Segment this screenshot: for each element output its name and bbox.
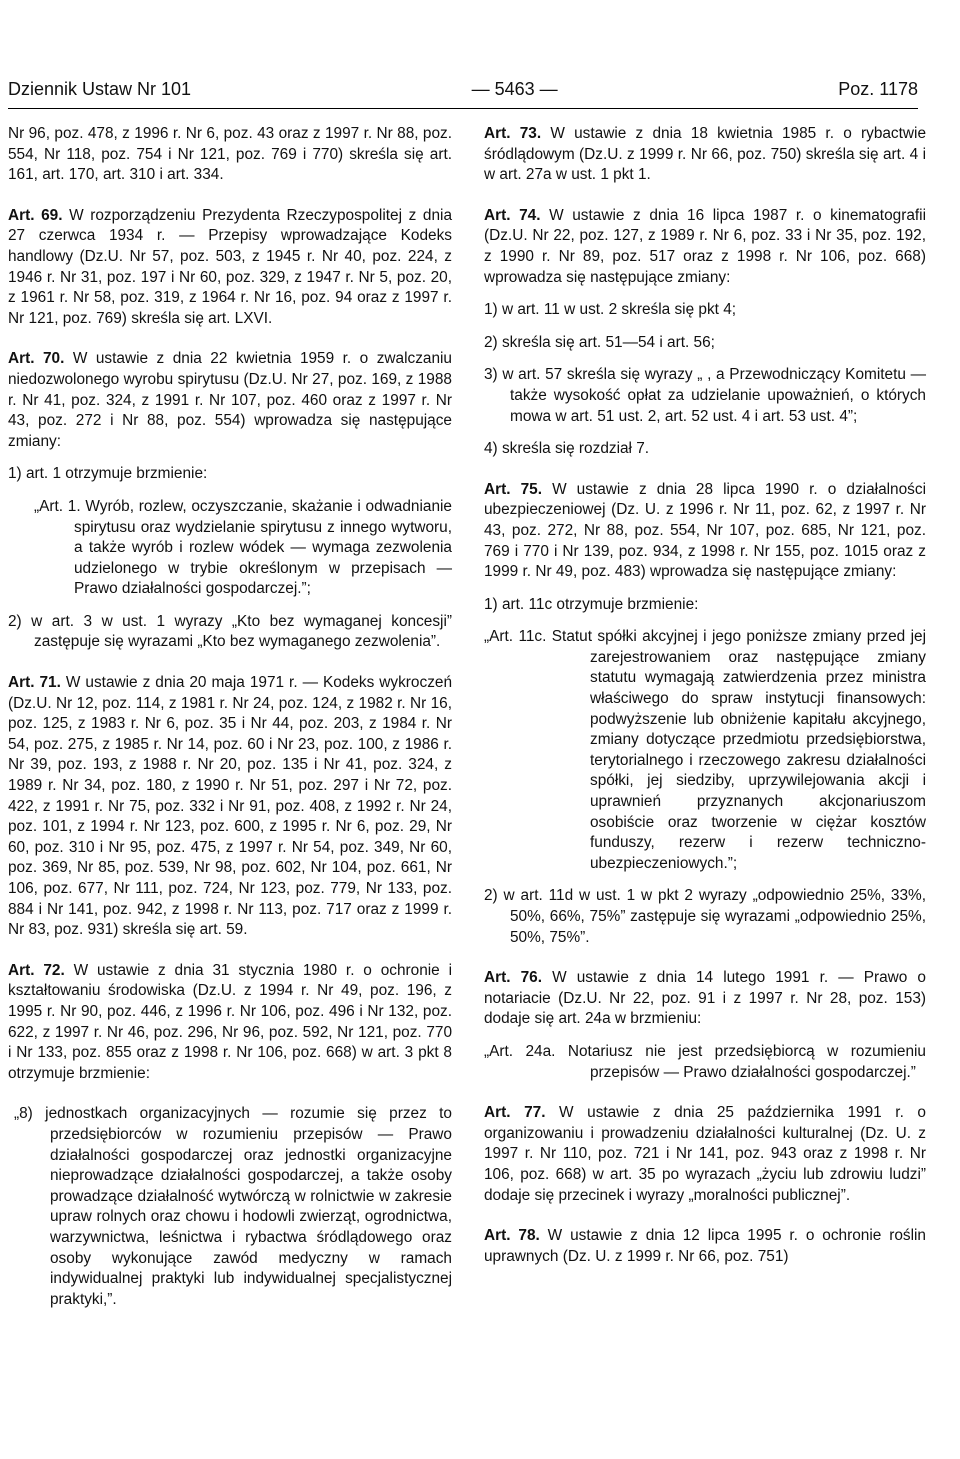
- position-number: Poz. 1178: [838, 79, 918, 99]
- article-label: Art. 74.: [484, 206, 541, 224]
- article-label: Art. 70.: [8, 350, 65, 368]
- article-71: [8, 673, 452, 941]
- article-69: [8, 206, 452, 330]
- article-label: Art. 77.: [484, 1104, 546, 1122]
- article-label: Art. 69.: [8, 206, 63, 224]
- article-text: W ustawie z dnia 18 kwietnia 1985 r. o rybactwie śródlądowym (Dz.U. z 1999 r. Nr 66, poz. 750) skreśla się art. 4 i w art. 27a w ust. 1 pkt 1.: [484, 125, 926, 184]
- left-column: [8, 124, 452, 1310]
- article-72: [8, 961, 452, 1085]
- article-78: [484, 1226, 926, 1267]
- journal-title: Dziennik Ustaw Nr 101: [8, 79, 192, 99]
- article-text: W rozporządzeniu Prezydenta Rzeczypospolitej z dnia 27 czerwca 1934 r. — Przepisy wprowadzające Kodeks handlowy (Dz.U. Nr 57, poz. 503, z 1945 r. Nr 40, poz. 224, z 1946 r. Nr 31, poz. 197 i Nr 60, poz. 329, z 1947 r. Nr 5, poz. 20, z 1961 r. Nr 58, poz. 319, z 1964 r. Nr 16, poz. 94 oraz z 1997 r. Nr 121, poz. 769) skreśla się art. LXVI.: [8, 206, 453, 327]
- article-label: Art. 73.: [484, 125, 542, 142]
- list-item: 2) skreśla się art. 51—54 i art. 56;: [484, 333, 715, 351]
- article-text: W ustawie z dnia 14 lutego 1991 r. — Prawo o notariacie (Dz.U. Nr 22, poz. 91 i z 1997 r. Nr 28, poz. 153) dodaje się art. 24a w brzmieniu:: [484, 969, 926, 1028]
- article-70: [8, 349, 452, 452]
- article-text: W ustawie z dnia 16 lipca 1987 r. o kinematografii (Dz.U. Nr 22, poz. 127, z 1989 r. Nr 6, poz. 33 i Nr 35, poz. 192, z 1990 r. Nr 89, poz. 517 oraz z 1998 r. Nr 106, poz. 668) wprowadza się następujące zmiany:: [484, 206, 926, 286]
- article-text: W ustawie z dnia 31 stycznia 1980 r. o ochronie i kształtowaniu środowiska (Dz.U. z 1994 r. Nr 49, poz. 196, z 1995 r. Nr 90, poz. 446, z 1996 r. Nr 106, poz. 496 i Nr 132, poz. 622, z 1997 r. Nr 46, poz. 296, Nr 96, poz. 592, Nr 121, poz. 770 i Nr 133, poz. 855 oraz z 1998 r. Nr 106, poz. 668) w art. 3 pkt 8 otrzymuje brzmienie:: [8, 961, 452, 1082]
- list-item: 1) art. 11c otrzymuje brzmienie:: [484, 595, 699, 613]
- article-text: W ustawie z dnia 12 lipca 1995 r. o ochronie roślin uprawnych (Dz. U. z 1999 r. Nr 66, poz. 751): [484, 1227, 926, 1265]
- list-item: 1) w art. 11 w ust. 2 skreśla się pkt 4;: [484, 301, 737, 319]
- article-label: Art. 76.: [484, 969, 542, 987]
- article-75: [484, 480, 926, 583]
- list-item: 1) art. 1 otrzymuje brzmienie:: [8, 465, 208, 483]
- article-text: W ustawie z dnia 25 października 1991 r. o organizowaniu i prowadzeniu działalności kulturalnej (Dz. U. z 1997 r. Nr 110, poz. 721 i Nr 141, poz. 943 oraz z 1998 r. Nr 106, poz. 668) w art. 35 po wyrazach „życiu lub zdrowiu ludzi” dodaje się przecinek i wyrazy „moralności publicznej”.: [484, 1104, 926, 1204]
- page-number: — 5463 —: [471, 79, 558, 99]
- quoted-provision: „Art. 24a. Notariusz nie jest przedsiębiorcą w rozumieniu przepisów — Prawo działalności gospodarczej.”: [484, 1042, 926, 1081]
- article-text: W ustawie z dnia 22 kwietnia 1959 r. o zwalczaniu niedozwolonego wyrobu spirytusu (Dz.U. Nr 27, poz. 169, z 1988 r. Nr 41, poz. 324, z 1991 r. Nr 107, poz. 460 oraz z 1997 r. Nr 43, poz. 272 i Nr 88, poz. 554) wprowadza się następujące zmiany:: [8, 350, 452, 450]
- article-label: Art. 75.: [484, 480, 542, 498]
- list-item: 2) w art. 11d w ust. 1 w pkt 2 wyrazy „odpowiednio 25%, 33%, 50%, 66%, 75%” zastępuje się wyrazami „odpowiednio 25%, 50%, 75%”.: [484, 887, 926, 946]
- list-item: 2) w art. 3 w ust. 1 wyrazy „Kto bez wymaganej koncesji” zastępuje się wyrazami „Kto bez wymaganego zezwolenia”.: [8, 612, 452, 651]
- article-label: Art. 71.: [8, 674, 61, 692]
- paragraph: Nr 96, poz. 478, z 1996 r. Nr 6, poz. 43 oraz z 1997 r. Nr 88, poz. 554, Nr 118, poz. 754 i Nr 121, poz. 769 i 770) skreśla się art. 161, art. 170, art. 310 i art. 334.: [8, 125, 452, 184]
- article-77: [484, 1103, 926, 1206]
- list-item: 4) skreśla się rozdział 7.: [484, 440, 650, 458]
- article-73: [484, 124, 926, 186]
- quoted-provision: „Art. 11c. Statut spółki akcyjnej i jego poniższe zmiany przed jej zarejestrowaniem oraz następujące zmiany statutu wymagają zatwierdzenia przez ministra właściwego do spraw instytucji finansowych: podwyższenie lub obniżenie kapitału akcyjnego, zmiany dotyczące przedmiotu przedsiębiorstwa, terytorialnego i rzeczowego zakresu działalności spółki, jej siedziby, uprzywilejowania akcji i uprawnień przyznanych akcjonariuszom osobiście oraz tworzenie w ciężar kosztów funduszy, rezerw i rezerw techniczno-ubezpieczeniowych.”;: [484, 628, 926, 872]
- article-text: W ustawie z dnia 20 maja 1971 r. — Kodeks wykroczeń (Dz.U. Nr 12, poz. 114, z 1981 r. Nr 24, poz. 124, z 1982 r. Nr 16, poz. 125, z 1983 r. Nr 6, poz. 35 i Nr 44, poz. 203, z 1984 r. Nr 54, poz. 275, z 1985 r. Nr 14, poz. 60 i Nr 23, poz. 100, z 1986 r. Nr 39, poz. 193, z 1988 r. Nr 20, poz. 135 i Nr 41, poz. 324, z 1989 r. Nr 34, poz. 180, z 1990 r. Nr 51, poz. 297 i Nr 72, poz. 422, z 1991 r. Nr 75, poz. 332 i Nr 91, poz. 408, z 1992 r. Nr 24, poz. 101, z 1994 r. Nr 123, poz. 600, z 1995 r. Nr 6, poz. 29, Nr 60, poz. 310 i Nr 95, poz. 475, z 1997 r. Nr 54, poz. 349, Nr 60, poz. 369, Nr 85, poz. 539, Nr 98, poz. 602, Nr 104, poz. 661, Nr 106, poz. 677, Nr 111, poz. 724, Nr 123, poz. 779, Nr 133, poz. 884 i Nr 141, poz. 942, z 1998 r. Nr 113, poz. 717 oraz z 1999 r. Nr 83, poz. 931) skreśla się art. 59.: [8, 674, 453, 939]
- list-item: 3) w art. 57 skreśla się wyrazy „ , a Przewodniczący Komitetu — także wysokość opłat za udzielanie upoważnień, o których mowa w art. 51 ust. 2, art. 52 ust. 4 i art. 53 ust. 4”;: [484, 366, 926, 425]
- article-label: Art. 72.: [8, 961, 65, 979]
- article-text: W ustawie z dnia 28 lipca 1990 r. o działalności ubezpieczeniowej (Dz. U. z 1996 r. Nr 11, poz. 62, z 1997 r. Nr 43, poz. 272, Nr 88, poz. 554, Nr 107, poz. 685, Nr 121, poz. 769 i 770 i Nr 139, poz. 934, z 1998 r. Nr 155, poz. 1015 oraz z 1999 r. Nr 49, poz. 483) wprowadza się następujące zmiany:: [484, 480, 926, 581]
- page-header: [8, 78, 918, 109]
- right-column: [484, 124, 926, 1267]
- quoted-provision: „Art. 1. Wyrób, rozlew, oczyszczanie, skażanie i odwadnianie spirytusu oraz wydzielanie spirytusu z innego wytworu, a także wyrób i rozlew wódek — wymaga zezwolenia udzielonego w trybie określonym w przepisach — Prawo działalności gospodarczej.”;: [34, 497, 452, 598]
- article-74: [484, 206, 926, 288]
- quoted-provision: „8) jednostkach organizacyjnych — rozumie się przez to przedsiębiorców w rozumieniu przepisów — Prawo działalności gospodarczej oraz jednostki organizacyjne nieprowadzące działalności gospodarczej, a także osoby prowadzące działalność wytwórczą w rolnictwie w zakresie upraw rolnych oraz chowu i hodowli zwierząt, ogrodnictwa, warzywnictwa, leśnictwa i rybactwa śródlądowego oraz osoby wykonujące zawód medyczny w ramach indywidualnej praktyki lub indywidualnej specjalistycznej praktyki,”.: [14, 1105, 452, 1308]
- article-76: [484, 968, 926, 1030]
- article-label: Art. 78.: [484, 1227, 540, 1245]
